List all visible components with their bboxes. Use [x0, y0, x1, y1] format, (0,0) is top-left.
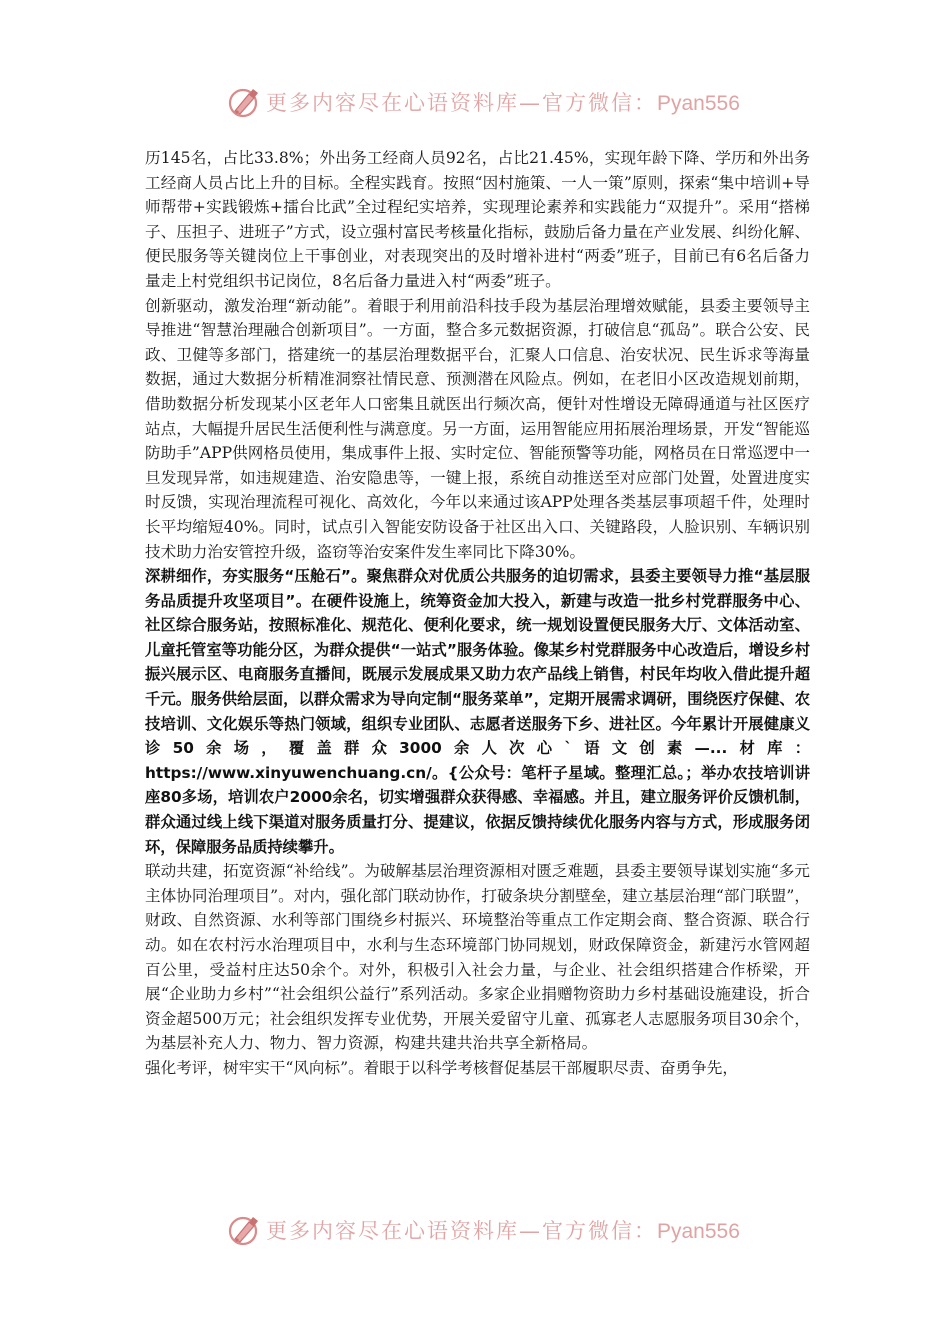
- watermark-cn: 更多内容尽在心语资料库—官方微信：: [266, 1219, 657, 1243]
- watermark-cn: 更多内容尽在心语资料库—官方微信：: [266, 91, 657, 115]
- watermark-wechat-id: Pyan556: [657, 92, 740, 115]
- watermark-text: [266, 1215, 740, 1245]
- paragraph-innovation-drive: 创新驱动，激发治理“新动能”。着眼于利用前沿科技手段为基层治理增效赋能，县委主要领导主导推进“智慧治理融合创新项目”。一方面，整合多元数据资源，打破信息“孤岛”。联合公安、民政、卫健等多部门，搭建统一的基层治理数据平台，汇聚人口信息、治安状况、民生诉求等海量数据，通过大数据分析精准洞察社情民意、预测潜在风险点。例如，在老旧小区改造规划前期，借助数据分析发现某小区老年人口密集且就医出行频次高，便针对性增设无障碍通道与社区医疗站点，大幅提升居民生活便利性与满意度。另一方面，运用智能应用拓展治理场景，开发“智能巡防助手”APP供网格员使用，集成事件上报、实时定位、智能预警等功能，网格员在日常巡逻中一旦发现异常，如违规建造、治安隐患等，一键上报，系统自动推送至对应部门处置，处置进度实时反馈，实现治理流程可视化、高效化，今年以来通过该APP处理各类基层事项超千件，处理时长平均缩短40%。同时，试点引入智能安防设备于社区出入口、关键路段，人脸识别、车辆识别技术助力治安管控升级，盗窃等治安案件发生率同比下降30%。: [145, 296, 810, 561]
- watermark-footer: [226, 1210, 746, 1250]
- paragraph-joint-construction: 联动共建，拓宽资源“补给线”。为破解基层治理资源相对匮乏难题，县委主要领导谋划实施“多元主体协同治理项目”。对内，强化部门联动协作，打破条块分割壁垒，建立基层治理“部门联盟”，财政、自然资源、水利等部门围绕乡村振兴、环境整治等重点工作定期会商、整合资源、联合行动。如在农村污水治理项目中，水利与生态环境部门协同规划，财政保障资金，新建污水管网超百公里，受益村庄达50余个。对外，积极引入社会力量，与企业、社会组织搭建合作桥梁，开展“企业助力乡村”“社会组织公益行”系列活动。多家企业捐赠物资助力乡村基础设施建设，折合资金超500万元；社会组织发挥专业优势，开展关爱留守儿童、孤寡老人志愿服务项目30余个，为基层补充人力、物力、智力资源，构建共建共治共享全新格局。: [145, 862, 810, 1053]
- watermark-header: [226, 82, 746, 122]
- paragraph-evaluation: 强化考评，树牢实干“风向标”。着眼于以科学考核督促基层干部履职尽责、奋勇争先，: [145, 1058, 738, 1077]
- pen-nib-logo-icon: [226, 84, 262, 120]
- pen-nib-logo-icon: [226, 1212, 262, 1248]
- watermark-text: [266, 87, 740, 117]
- paragraph-cadre-training: 历145名，占比33.8%；外出务工经商人员92名，占比21.45%，实现年龄下降、学历和外出务工经商人员占比上升的目标。全程实践育。按照“因村施策、一人一策”原则，探索“集中培训+导师帮带+实践锻炼+擂台比武”全过程纪实培养，实现理论素养和实践能力“双提升”。采用“搭梯子、压担子、进班子”方式，设立强村富民考核量化指标，鼓励后备力量在产业发展、纠纷化解、便民服务等关键岗位上干事创业，对表现突出的及时增补进村“两委”班子，目前已有6名后备力量走上村党组织书记岗位，8名后备力量进入村“两委”班子。: [145, 149, 810, 290]
- document-body: [145, 146, 810, 1081]
- paragraph-service-quality: 深耕细作，夯实服务“压舱石”。聚焦群众对优质公共服务的迫切需求，县委主要领导力推“基层服务品质提升攻坚项目”。在硬件设施上，统筹资金加大投入，新建与改造一批乡村党群服务中心、社区综合服务站，按照标准化、规范化、便利化要求，统一规划设置便民服务大厅、文体活动室、儿童托管室等功能分区，为群众提供“一站式”服务体验。像某乡村党群服务中心改造后，增设乡村振兴展示区、电商服务直播间，既展示发展成果又助力农产品线上销售，村民年均收入借此提升超千元。服务供给层面，以群众需求为导向定制“服务菜单”，定期开展需求调研，围绕医疗保健、农技培训、文化娱乐等热门领域，组织专业团队、志愿者送服务下乡、进社区。今年累计开展健康义诊50余场，覆盖群众3000余人次心`语文创素—...材库：https://www.xinyuwenchuang.cn/。{公众号：笔杆子星域。整理汇总。；举办农技培训讲座80多场，培训农户2000余名，切实增强群众获得感、幸福感。并且，建立服务评价反馈机制，群众通过线上线下渠道对服务质量打分、提建议，依据反馈持续优化服务内容与方式，形成服务闭环，保障服务品质持续攀升。: [145, 567, 810, 856]
- watermark-wechat-id: Pyan556: [657, 1220, 740, 1243]
